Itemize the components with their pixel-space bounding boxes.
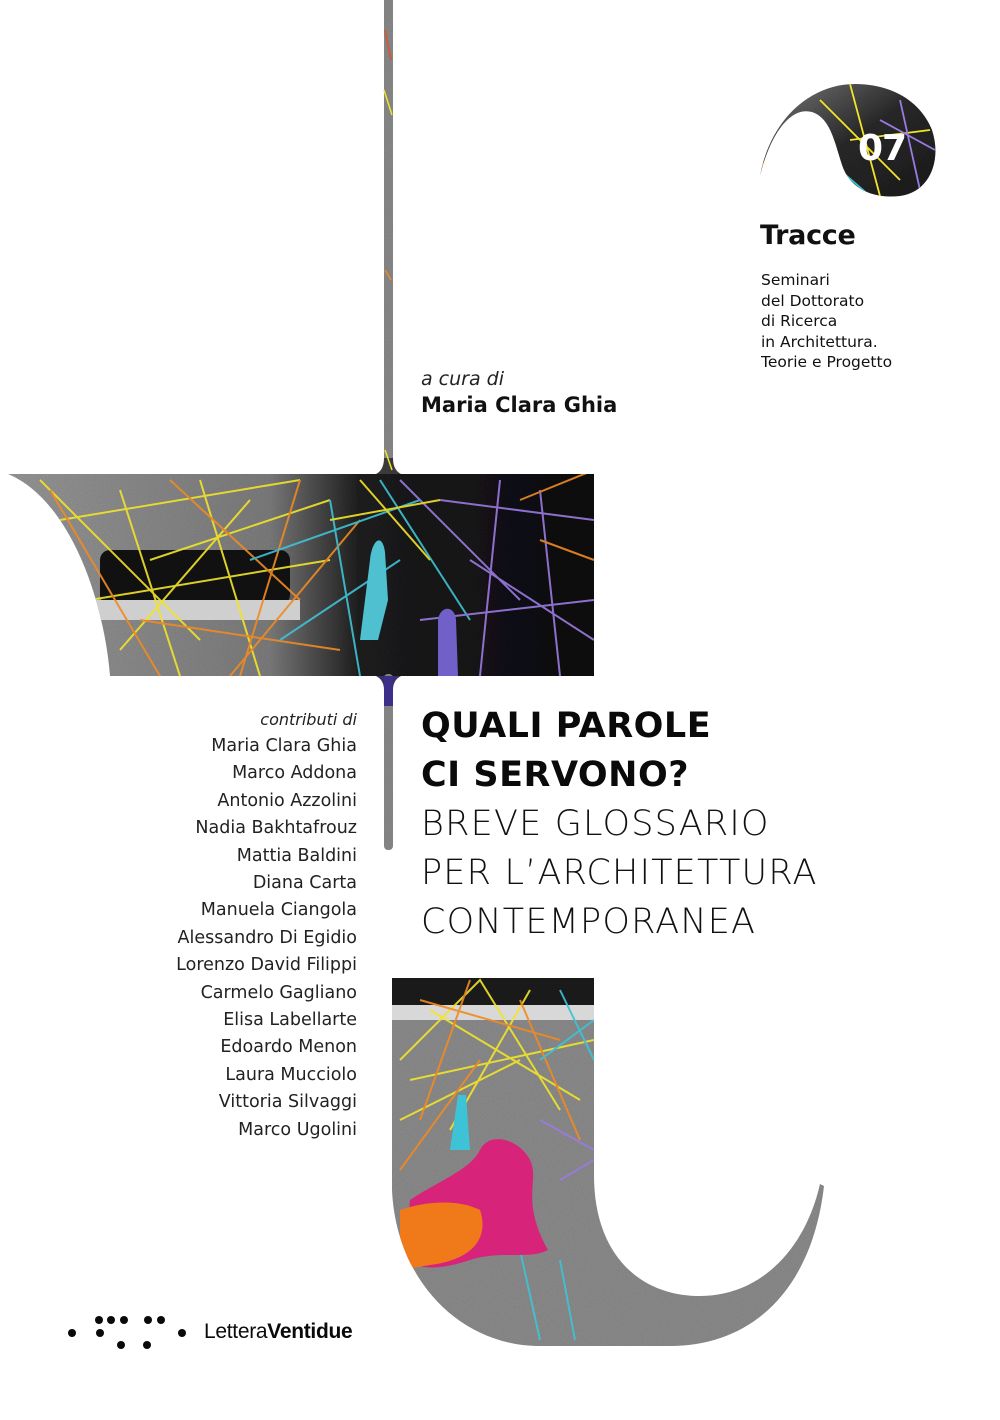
contributor-name: Mattia Baldini	[236, 845, 357, 866]
contributor-name: Edoardo Menon	[220, 1037, 357, 1058]
subtitle-line: PER L’ARCHITETTURA	[421, 853, 818, 893]
vertical-stem-middle	[376, 674, 401, 850]
publisher-name-light: Lettera	[204, 1320, 268, 1343]
series-description-line: Seminari	[761, 271, 830, 289]
contributors-list	[176, 733, 357, 1144]
series-title: Tracce	[760, 220, 856, 251]
contributor-name: Nadia Bakhtafrouz	[195, 818, 357, 839]
title-main-line: QUALI PAROLE	[421, 706, 712, 746]
series-description-line: in Architettura.	[761, 332, 878, 351]
editor-label: a cura di	[421, 368, 505, 390]
publisher-name	[204, 1320, 352, 1344]
publisher-name-bold: Ventidue	[267, 1320, 353, 1343]
subtitle-line: CONTEMPORANEA	[421, 902, 757, 942]
contributor-name: Alessandro Di Egidio	[177, 927, 357, 948]
title-main-line: CI SERVONO?	[421, 755, 690, 795]
contributor-name: Carmelo Gagliano	[200, 982, 357, 1003]
photo-hook-bottom	[380, 970, 830, 1350]
contributor-name: Lorenzo David Filippi	[176, 955, 357, 976]
contributor-name: Marco Addona	[232, 763, 357, 784]
contributor-name: Elisa Labellarte	[223, 1010, 357, 1031]
subtitle-line: BREVE GLOSSARIO	[421, 804, 770, 844]
series-badge-shape	[755, 80, 940, 205]
contributor-name: Diana Carta	[252, 873, 357, 894]
publisher-logo	[66, 1312, 352, 1352]
editor-name: Maria Clara Ghia	[421, 393, 618, 417]
series-number: 07	[858, 128, 907, 169]
braille-dots-logo-icon	[66, 1312, 188, 1352]
contributor-name: Maria Clara Ghia	[211, 736, 357, 756]
series-description	[761, 270, 892, 373]
series-description-line: Teorie e Progetto	[761, 353, 893, 371]
contributor-name: Laura Mucciolo	[225, 1064, 357, 1085]
series-description-line: del Dottorato	[761, 291, 865, 310]
series-description-line: di Ricerca	[761, 312, 838, 330]
photo-band-middle	[0, 470, 600, 680]
contributor-name: Marco Ugolini	[238, 1119, 357, 1140]
contributors-block	[176, 706, 357, 1144]
contributor-name: Manuela Ciangola	[200, 900, 357, 921]
contributor-name: Vittoria Silvaggi	[218, 1092, 357, 1113]
book-title	[421, 702, 818, 947]
contributors-label: contributi di	[260, 710, 357, 729]
contributor-name: Antonio Azzolini	[217, 790, 357, 811]
vertical-stem-top	[376, 0, 401, 478]
